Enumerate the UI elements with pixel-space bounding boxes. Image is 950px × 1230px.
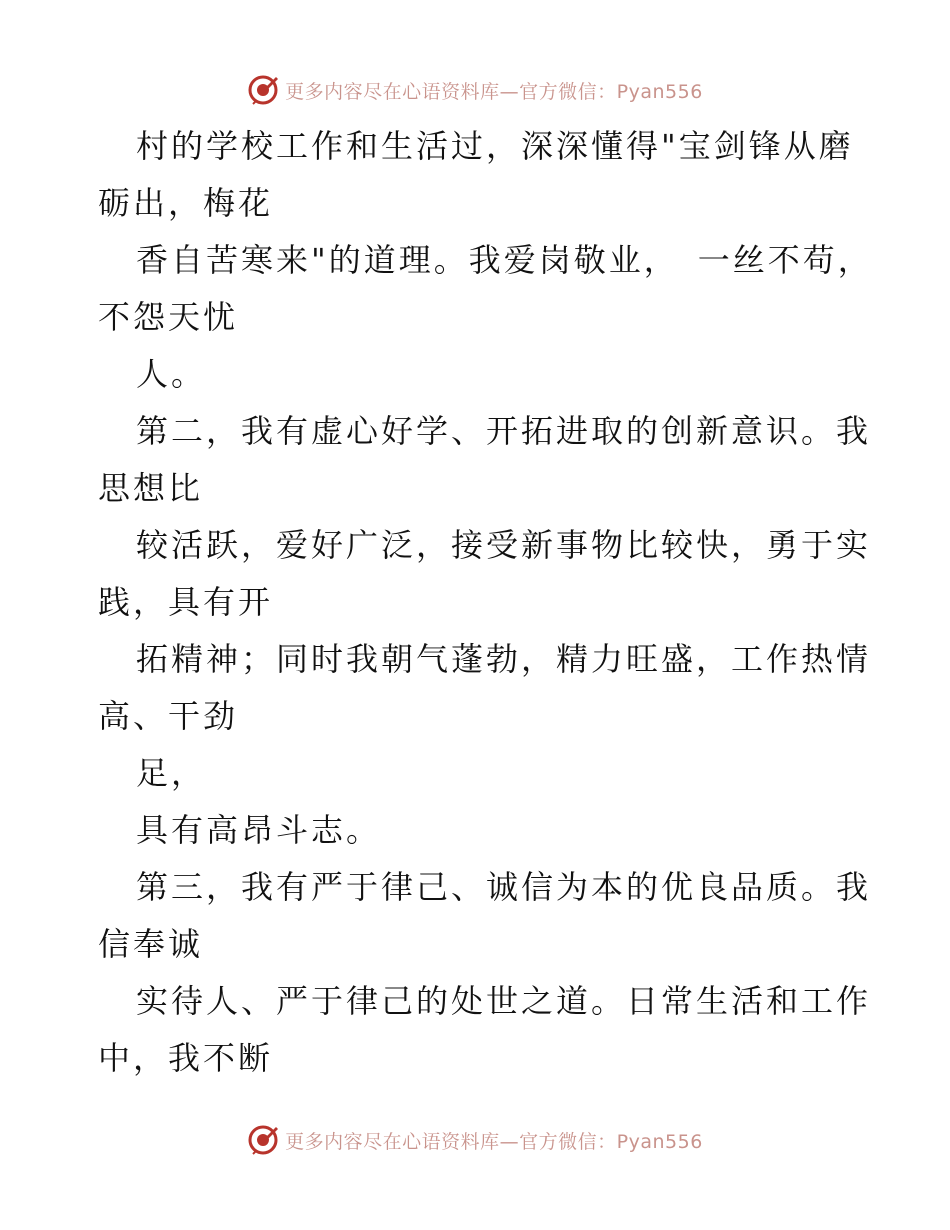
brand-logo-icon: [247, 74, 279, 106]
footer-watermark: [0, 1120, 950, 1160]
text-line: 具有高昂斗志。: [136, 811, 382, 849]
text-line: 第三，我有严于律己、诚信为本的优良品质。我: [136, 868, 872, 906]
text-line: 中，我不断: [98, 1039, 274, 1077]
text-line: 第二，我有虚心好学、开拓进取的创新意识。我: [136, 412, 872, 450]
text-line: 信奉诚: [98, 925, 204, 963]
text-line: 砺出，梅花: [98, 184, 274, 222]
text-line: 思想比: [98, 469, 204, 507]
text-line: 高、干劲: [98, 697, 239, 735]
text-line: 实待人、严于律己的处世之道。日常生活和工作: [136, 982, 872, 1020]
text-line: 人。: [136, 355, 207, 393]
header-watermark: [0, 70, 950, 110]
text-line: 践，具有开: [98, 583, 274, 621]
text-line: 香自苦寒来"的道理。我爱岗敬业， 一丝不苟，: [136, 241, 873, 279]
text-line: 较活跃，爱好广泛，接受新事物比较快，勇于实: [136, 526, 872, 564]
document-body: [98, 118, 873, 1087]
text-line: 足，: [136, 754, 207, 792]
text-line: 村的学校工作和生活过，深深懂得"宝剑锋从磨: [136, 127, 854, 165]
header-watermark-text: 更多内容尽在心语资料库—官方微信：Pyan556: [285, 80, 703, 103]
text-line: 拓精神；同时我朝气蓬勃，精力旺盛，工作热情: [136, 640, 872, 678]
footer-watermark-text: 更多内容尽在心语资料库—官方微信：Pyan556: [285, 1130, 703, 1153]
brand-logo-icon: [247, 1124, 279, 1156]
text-line: 不怨天忧: [98, 298, 239, 336]
